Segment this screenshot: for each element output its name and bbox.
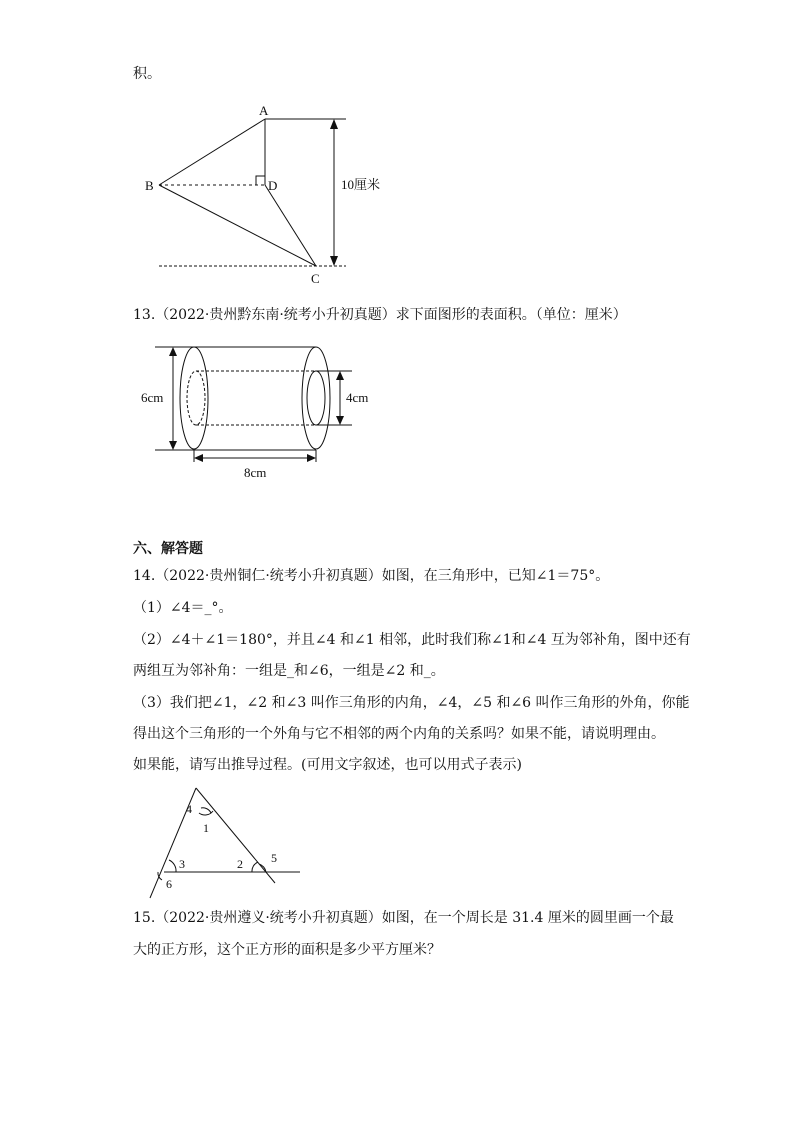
- fig12-label-c: C: [311, 271, 320, 286]
- fig14-label-angle4: 4: [186, 802, 192, 816]
- fig14-arc-angle1: [199, 811, 213, 815]
- fig14-label-angle3: 3: [179, 857, 185, 871]
- fig14-arc-angle2: [252, 862, 258, 872]
- q14-part2-line2: 两组互为邻补角：一组是_和∠6，一组是∠2 和_。: [133, 663, 445, 679]
- q14-part3-line3: 如果能，请写出推导过程。(可用文字叙述，也可以用式子表示): [133, 757, 522, 773]
- fig13-inner-label: 4cm: [346, 390, 369, 405]
- fig14-arc-angle3: [169, 860, 176, 872]
- fig14-extended-right-side: [196, 788, 275, 883]
- fig13-length-label: 8cm: [244, 465, 267, 480]
- fig12-label-d: D: [268, 178, 278, 193]
- q15-line1: 15.（2022·贵州遵义·统考小升初真题）如图，在一个周长是 31.4 厘米的圆里画一个最: [133, 910, 674, 926]
- q14-part1: （1）∠4＝_°。: [133, 600, 233, 616]
- section6-title: 六、解答题: [133, 541, 203, 557]
- q14-part2-line1: （2）∠4＋∠1＝180°，并且∠4 和∠1 相邻，此时我们称∠1和∠4 互为邻补角，图中还有: [133, 632, 691, 648]
- fig14-arc-angle4: [201, 808, 211, 813]
- q14-part3-line1: （3）我们把∠1，∠2 和∠3 叫作三角形的内角，∠4，∠5 和∠6 叫作三角形的外角，你能: [133, 695, 690, 711]
- fig12-label-b: B: [145, 178, 154, 193]
- q14-text: 14.（2022·贵州铜仁·统考小升初真题）如图，在三角形中，已知∠1＝75°。: [133, 568, 610, 584]
- fig14-label-angle1: 1: [203, 821, 209, 835]
- fig14-label-angle2: 2: [237, 857, 243, 871]
- fig14-label-angle5: 5: [271, 851, 277, 865]
- fig12-label-a: A: [259, 103, 269, 118]
- q14-part3-line2: 得出这个三角形的一个外角与它不相邻的两个内角的关系吗？如果不能，请说明理由。: [133, 726, 665, 742]
- q13-text: 13.（2022·贵州黔东南·统考小升初真题）求下面图形的表面积。（单位：厘米）: [133, 307, 627, 323]
- fig12-height-label: 10厘米: [341, 177, 381, 192]
- q15-line2: 大的正方形，这个正方形的面积是多少平方厘米？: [133, 942, 441, 958]
- fig13-outer-label: 6cm: [141, 390, 164, 405]
- fig14-label-angle6: 6: [166, 877, 172, 891]
- top-fragment-text: 积。: [133, 66, 161, 82]
